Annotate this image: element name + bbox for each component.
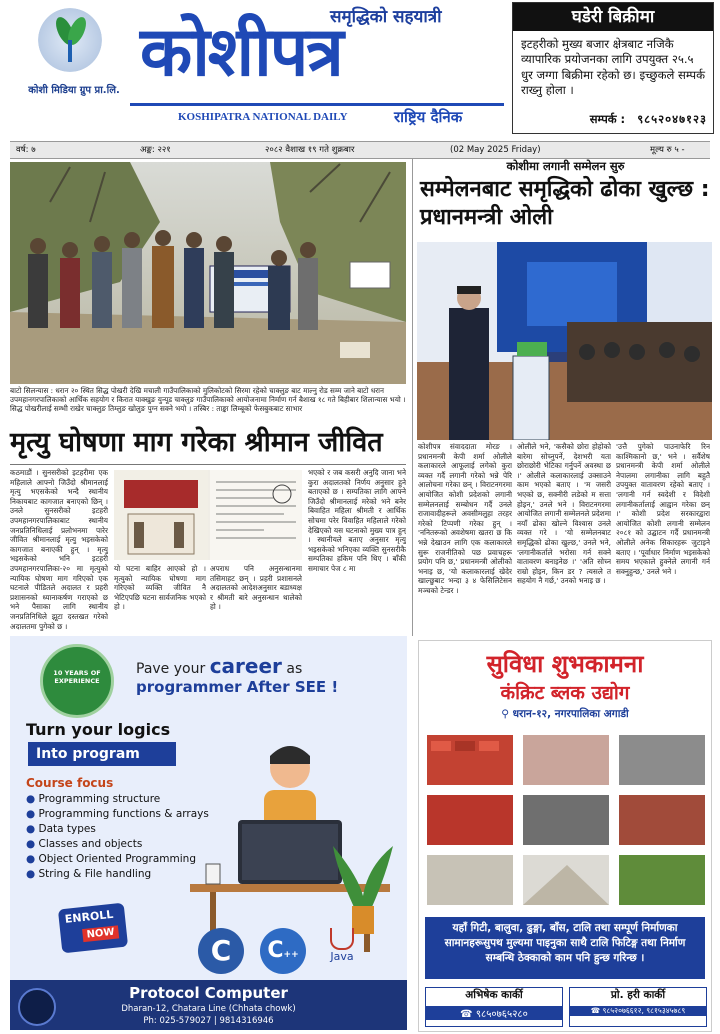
company-name: Protocol Computer	[129, 984, 288, 1002]
ad-into: Into program	[28, 742, 176, 766]
story-column: ओलीले भने, 'कसैको छोरा होहोको बारेमा सोच्नुपर्ने, देशभरी यता छोराछोरी भेटिका गर्नुपर्ने अवस्था छ ।' ओलीले कलाकारलाई उक्साउने काम भएको बताए । 'म जसरी भएको छ, सक्नीरी लडेको म सत्ता होइन,' उनले भने । विराटनगरमा आयोजित लगानी सम्मेलनले प्रदेशमा नयाँ ढोका खोल्ने विश्वास उनले व्यक्त गरे । 'यो सम्मेलनबाट समृद्धिको ढोका खुल्छ,' उनले भने, 'लगानीकर्ताले भरोसा गर्न सक्ने वातावरण बनाइनेछ ।' 'अति सोच्न राम्रो होइन, किन डर ? त्यसले त सहयोग नै गर्छ,' उनको भनाइ छ ।	[517, 442, 611, 586]
story-column: कठमाडौं । सुनसरीको इटहरीमा एक महिलाले आफ्नो जिउँदो श्रीमानलाई मृत्यु भएसकेको भन्दै स्थानीय निकायबाट कागजात बनाएको छिन् । उनले सुनसरीको इटहरी उपमहानगरपालिकाबाट स्थानीय जनप्रतिनिधिलाई प्रलोभनमा पारेर जीवित श्रीमानलाई मृत्यु भइसकेको कागजात बनाएकी हुन् । मृत्यु भइसकेको भनि इटहरी उपमहानगरपालिका-२० मा मृत्युको न्यायिक घोषणा माग गरिएको एक घटनाले पीडितले अदालत र प्रहरी प्रशासनको ध्यानाकर्षण गराएको छ भने पैसाका लागि स्थानीय जनप्रतिनिधिले झूटा दस्तखत गरेको अदालतमा पुगेको छ ।	[10, 468, 108, 631]
java-icon: Java	[322, 928, 362, 974]
classified-title: घडेरी बिक्रीमा	[513, 3, 713, 31]
course-item: ● Programming structure	[26, 793, 161, 805]
ad-headline: Pave your career as	[136, 654, 303, 678]
bullet-icon: ●	[26, 808, 39, 820]
ad2-title: सुविधा शुभकामना	[486, 650, 644, 678]
ad2-banner: यहाँ गिटी, बालुवा, ढुङ्गा, बाँस, टालि तथा सम्पूर्ण निर्माणका सामानहरूसुपथ मुल्यमा पाइनुका साथै टालि फिटिङ्ग तथा निर्माण सम्बन्धि ठेक्काको काम पनि हुन्छ गरिन्छ ।	[425, 917, 705, 979]
product-photo-grid	[427, 735, 705, 907]
story-column: अपराध पनि अनुसन्धानमा तसिमाहट छन् । प्रहरी प्रशासनले अदालतको आदेशअनुसार बडाध्यक्ष र श्रीमती बारे अनुसन्धान थालेको हो ।	[210, 564, 302, 612]
ad-footer	[10, 980, 407, 1030]
story-photo-group	[10, 162, 406, 384]
course-item: ● String & File handling	[26, 868, 152, 880]
price: मूल्य रु ५ -	[650, 145, 685, 155]
enroll-button[interactable]: ENROLL NOW	[58, 903, 128, 954]
paper-name: कोशीपत्र	[140, 13, 342, 92]
english-name: KOSHIPATRA NATIONAL DAILY	[178, 111, 348, 123]
location-pin-icon: ⚲	[501, 708, 509, 720]
bullet-icon: ●	[26, 868, 39, 880]
publisher-logo	[28, 6, 120, 98]
ad-turn: Turn your logics	[26, 720, 171, 739]
story-kicker: कोशीमा लगानी सम्मेलन सुरु	[506, 159, 625, 173]
story-photo-pm	[417, 242, 712, 440]
course-item: ● Programming functions & arrays	[26, 808, 209, 820]
contact-card[interactable]: अभिषेक कार्की ☎ ९८५०७६५२८०	[425, 987, 563, 1027]
company-address: Dharan-12, Chatara Line (Chhata chowk)	[121, 1004, 296, 1014]
advertisement-concrete-block[interactable]	[418, 640, 712, 1032]
brand-bar	[130, 103, 504, 132]
course-focus-title: Course focus	[26, 776, 114, 790]
ad-headline-line2: programmer After SEE !	[136, 678, 339, 696]
date-nepali: २०८२ वैशाख १९ गते शुक्रबार	[265, 145, 355, 155]
classified-contact: सम्पर्क : ९८५२०४७१२३	[589, 112, 707, 126]
phone-icon: ☎	[460, 1009, 476, 1020]
story-headline[interactable]: सम्मेलनबाट समृद्धिको ढोका खुल्छ : प्रधानमन्त्री ओली	[420, 177, 710, 230]
story-column: कोशीपत्र संवाददाता मोरङ । प्रधानमन्त्री केपी शर्मा ओलीले कलाकारले आफूलाई लगेको कुरा व्यक्त गर्दै लगानी गरेको भन्ने पेरि आलोचना गरेका छन् । विराटनगरमा आयोजित कोशी प्रदेशको लगानी सम्मेलनलाई सम्बोधन गर्दै उनले राजावादीहरूले अवसीमलुहा तरहर गरेको टिप्पणी गरेका हुन् । 'ननितरूको अवशेषमा खतरा छ कि भन्ने देखाउन लागि एक कलाकारले सुरू राजनीतिको पछ प्रवाचहरू प्रयोग पनि छ,' प्रधानमन्त्री ओलीको भनाइ छ, 'यो कलाकारलाई खेदेर खाल्छुबाट भन्दा ३ ४ फेसिलिटेसन मञ्चको टेन्डर ।	[418, 442, 512, 595]
paper-type: राष्ट्रिय दैनिक	[394, 108, 463, 126]
volume: वर्ष: ७	[16, 145, 36, 155]
document-image	[114, 470, 302, 560]
advertisement-protocol-computer[interactable]	[10, 636, 407, 1030]
course-item: ● Data types	[26, 823, 96, 835]
classified-box	[512, 2, 714, 134]
issue-number: अङ्क: २२१	[140, 145, 171, 155]
bullet-icon: ●	[26, 823, 39, 835]
dateline-bar	[10, 141, 710, 159]
badge-icon: 10 YEARS OF EXPERIENCE	[40, 644, 114, 718]
cpp-language-icon: C++	[260, 928, 306, 974]
plant-icon	[328, 836, 398, 936]
course-item: ● Object Oriented Programming	[26, 853, 196, 865]
tagline: समृद्धिको सहयात्री	[330, 7, 442, 27]
phone-icon: ☎	[590, 1006, 603, 1015]
story-column: यो घटना बाहिर आएको हो । मृत्युको न्यायिक घोषणा माग गरिएको व्यक्ति जीवित नै भेटिएपछि घटना सार्वजनिक भएको हो ।	[114, 564, 206, 612]
bullet-icon: ●	[26, 793, 39, 805]
story-headline[interactable]: मृत्यु घोषणा माग गरेका श्रीमान जीवित	[10, 427, 383, 458]
bullet-icon: ●	[26, 853, 39, 865]
ad2-address: ⚲ धरान-१२, नगरपालिका अगाडी	[501, 708, 629, 720]
publisher-name: कोशी मिडिया ग्रुप प्रा.लि.	[28, 85, 120, 96]
course-item: ● Classes and objects	[26, 838, 143, 850]
ad2-subtitle: कंक्रिट ब्लक उद्योग	[500, 682, 630, 704]
contact-card[interactable]: प्रो. हरी कार्की ☎ ९८५२०७६६१२, ९८१५३४५७८९	[569, 987, 707, 1027]
story-column: 'उत्तै पुगेको पाउनाफेरि रिन काश्मिकानो छ,' भने । सर्वैशेष प्रधानमन्त्री केपी शर्मा ओलीले नेपालमा लगानीका लागि बहुतै उपयुक्त वातावरण रहेको बताए । 'लगानी गर्न स्वदेशी र विदेशी लगानीकर्तालाई आह्वान गरेका छन् ।' कोशी प्रदेश सरकारद्वारा आयोजित कोशी लगानी सम्मेलन २०८१ को उद्घाटन गर्दै प्रधानमन्त्री ओलीले अनेक सिकारहरू जुटाइने बताए । 'पूर्वाधार निर्माण भइसकेको समय भएकाले हुक्नेले लगानी गर्न सक्नुहुन्छ,' उनले भने ।	[616, 442, 710, 576]
date-english: (02 May 2025 Friday)	[450, 145, 541, 155]
photo-caption: बाटो सिलन्यास : धरान २० स्थित सिद्ध पोखरी देखि मचाली गाउँपालिकाको मुलिकोटको सिरमा रहेको चाक्लुङ बाट माल्नु रोड सम्म जाने बाटो धरान उपमहानगरपालिकाको आर्थिक सहयोग र किरात याक्खुङ युन्यूड चाक्लुङ गाउँपालिकाको आयोजनामा निर्माण गर्न बैशाख १८ गते बिहीबार शिलान्यास भयो । सिद्ध पोखरीलाई सम्भी राखेर चाक्लुङ तिम्लुङ खोलुङ पुग्न सक्ने भयो । तस्बिर : ताङ्का लिम्बूको फेसबुकबाट साभार	[10, 386, 406, 413]
bullet-icon: ●	[26, 838, 39, 850]
classified-body: इटहरीको मुख्य बजार क्षेत्रबाट नजिकै व्यापारिक प्रयोजनका लागि उपयुक्त २५.५ धुर जग्गा बिक्रीमा रहेको छ। इच्छुकले सम्पर्क राख्नु होला ।	[521, 37, 706, 98]
c-language-icon: C	[198, 928, 244, 974]
company-phone[interactable]: Ph: 025-579027 | 9814316946	[143, 1016, 274, 1026]
story-column: भएको र जब कसरी अनुदि जाना भने कुरा अदालतको निर्णय अनुसार हुने बताएको छ । सम्पतिका लागि आफ्ने जिउँदो श्रीमानलाई मरेको भने बनेर बिवाहित महिला श्रीमती र आर्थिक सोचमा परेर विवाहित महिलाले गरेको देखिएको यस घटनाको मुख्य पात्र हुन् । स्थानीयले बताए अनुसार मृत्यु भइसकेको भनिएका व्यक्ति सुनसरीकै सम्पतिका हकिम पनि थिए । बाँकी समाचार पेज ८ मा	[308, 468, 406, 573]
